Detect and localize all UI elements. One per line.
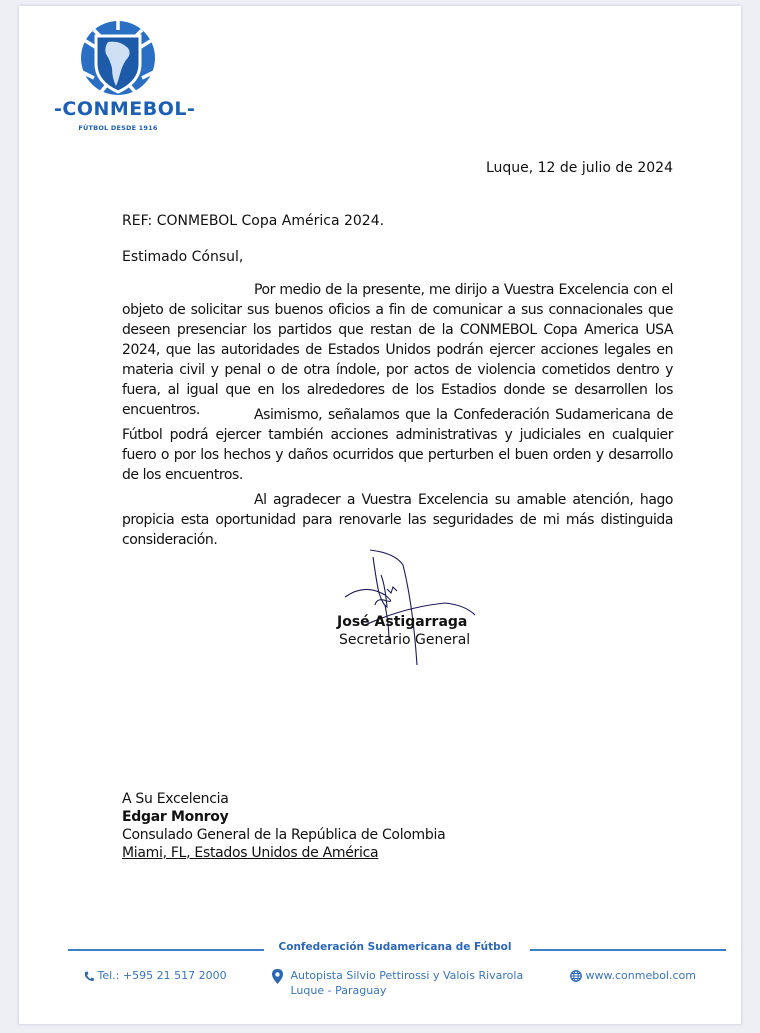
globe-icon: [570, 970, 582, 982]
recipient-block: [122, 790, 445, 862]
footer-website[interactable]: [570, 968, 696, 983]
footer-address: [272, 968, 523, 998]
footer-organization: Confederación Sudamericana de Fútbol: [278, 941, 512, 953]
map-pin-icon: [272, 969, 283, 984]
footer-website-text[interactable]: www.conmebol.com: [585, 969, 696, 982]
football-shield-emblem: [54, 20, 182, 100]
body-paragraph-1: Por medio de la presente, me dirijo a Vuestra Excelencia con el objeto de solicitar sus buenos oficios a fin de comunicar a sus connacionales que deseen presenciar los partidos que restan de la CONMEBOL Copa America USA 2024, que las autoridades de Estados Unidos podrán ejercer acciones legales en materia civil y penal o de otra índole, por actos de violencia cometidos dentro y fuera, al igual que en los alrededores de los Estadios donde se desarrollen los encuentros.: [122, 282, 673, 418]
footer-phone: [84, 968, 227, 983]
body-paragraph-3: Al agradecer a Vuestra Excelencia su amable atención, hago propicia esta oportunidad para renovarle las seguridades de mi más distinguida consideración.: [122, 492, 673, 548]
greeting: Estimado Cónsul,: [122, 249, 244, 265]
signatory-name: José Astigarraga: [337, 614, 468, 630]
recipient-office: Consulado General de la República de Colombia: [122, 827, 446, 843]
recipient-name: Edgar Monroy: [122, 809, 229, 825]
footer-phone-text: Tel.: +595 21 517 2000: [97, 969, 227, 982]
logo-wordmark: -CONMEBOL-: [54, 98, 196, 120]
footer-divider-right: [530, 949, 726, 951]
footer-address-line2: Luque - Paraguay: [290, 984, 387, 997]
signatory-title: Secretario General: [339, 632, 471, 648]
place-date: Luque, 12 de julio de 2024: [485, 160, 673, 176]
conmebol-logo: [54, 20, 196, 145]
phone-icon: [84, 971, 94, 982]
handwritten-signature: [325, 545, 485, 675]
footer-address-line1: Autopista Silvio Pettirossi y Valois Rivarola: [290, 969, 524, 982]
logo-tagline: FÚTBOL DESDE 1916: [78, 124, 158, 132]
recipient-salutation: A Su Excelencia: [122, 791, 229, 807]
footer-divider-left: [68, 949, 264, 951]
recipient-location: Miami, FL, Estados Unidos de América: [122, 845, 379, 861]
reference-line: REF: CONMEBOL Copa América 2024.: [122, 213, 385, 229]
body-paragraph-2: Asimismo, señalamos que la Confederación Sudamericana de Fútbol podrá ejercer también acciones administrativas y judiciales en cualquier fuero o por los hechos y daños ocurridos que perturben el buen orden y desarrollo de los encuentros.: [122, 407, 673, 483]
